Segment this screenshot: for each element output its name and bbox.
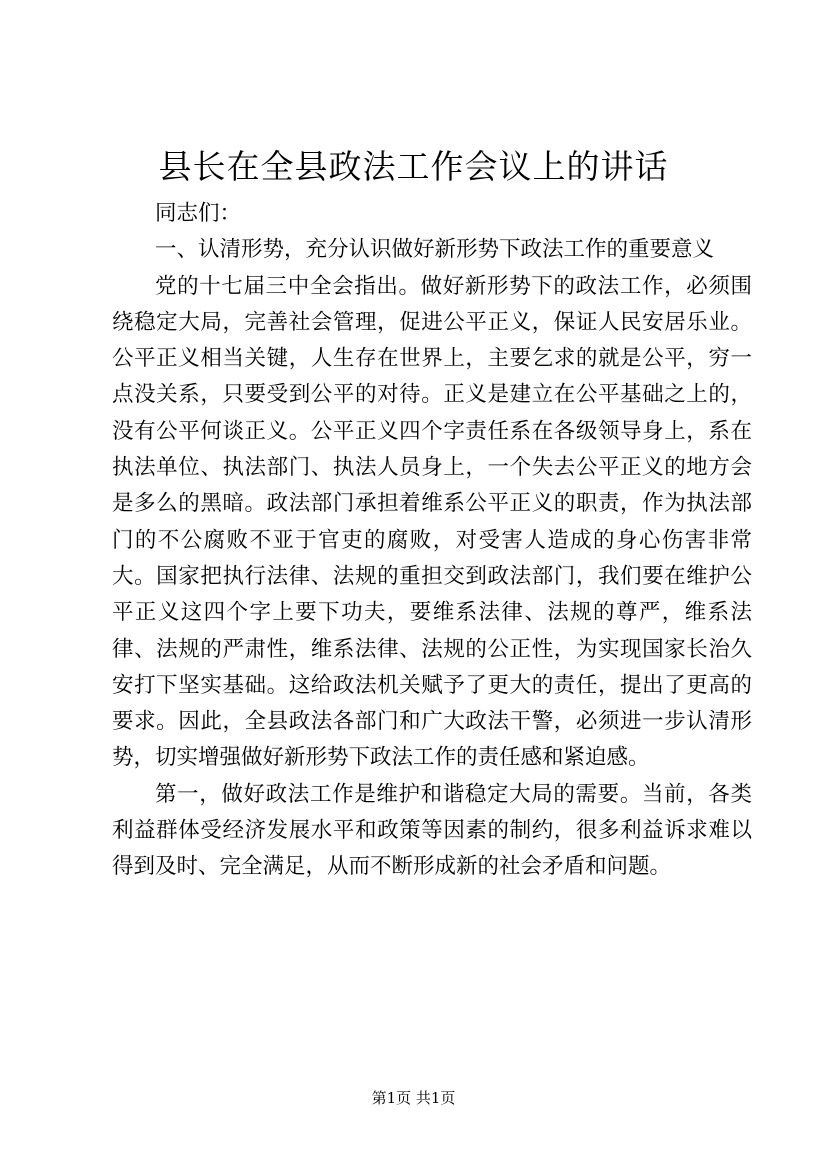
- document-title: 县长在全县政法工作会议上的讲话: [158, 147, 669, 186]
- page-number-footer: 第1页 共1页: [371, 1089, 456, 1107]
- greeting: 同志们：: [155, 201, 242, 226]
- paragraph: 第一，做好政法工作是维护和谐稳定大局的需要。当前，各类利益群体受经济发展水平和政策等因素的制约，很多利益诉求难以得到及时、完全满足，从而不断形成新的社会矛盾和问题。: [112, 781, 752, 880]
- document-body: [112, 196, 752, 886]
- section-heading: 一、认清形势，充分认识做好新形势下政法工作的重要意义: [155, 237, 715, 263]
- paragraph: 党的十七届三中全会指出。做好新形势下的政法工作，必须围绕稳定大局，完善社会管理，促进公平正义，保证人民安居乐业。公平正义相当关键，人生存在世界上，主要乞求的就是公平，穷一点没关系，只要受到公平的对待。正义是建立在公平基础之上的，没有公平何谈正义。公平正义四个字责任系在各级领导身上，系在执法单位、执法部门、执法人员身上，一个失去公平正义的地方会是多么的黑暗。政法部门承担着维系公平正义的职责，作为执法部门的不公腐败不亚于官吏的腐败，对受害人造成的身心伤害非常大。国家把执行法律、法规的重担交到政法部门，我们要在维护公平正义这四个字上要下功夫，要维系法律、法规的尊严，维系法律、法规的严肃性，维系法律、法规的公正性，为实现国家长治久安打下坚实基础。这给政法机关赋予了更大的责任，提出了更高的要求。因此，全县政法各部门和广大政法干警，必须进一步认清形势，切实增强做好新形势下政法工作的责任感和紧迫感。: [112, 273, 752, 771]
